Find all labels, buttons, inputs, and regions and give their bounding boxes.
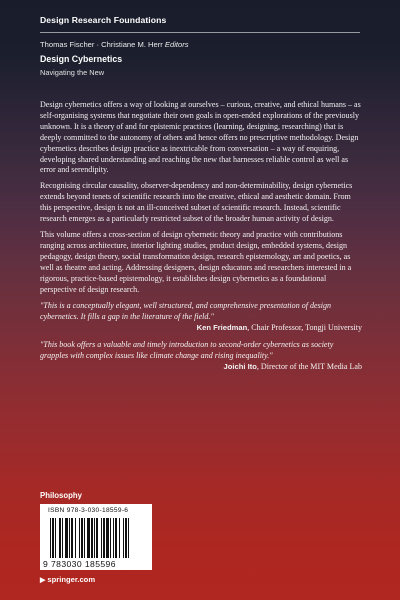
barcode-bar bbox=[115, 518, 117, 558]
barcode-bar bbox=[103, 518, 105, 558]
series-name: Design Research Foundations bbox=[40, 15, 167, 25]
series-divider bbox=[40, 32, 360, 33]
quote-attribution bbox=[40, 323, 362, 334]
book-subtitle: Navigating the New bbox=[40, 68, 105, 77]
arrow-right-icon: ▶ bbox=[40, 577, 46, 584]
barcode-bar bbox=[94, 518, 95, 558]
barcode-bar bbox=[81, 518, 83, 558]
blurb-paragraph: Recognising circular causality, observer-dependency and non-determinability, design cybernetics extends beyond tenets of scientific research into the creative, ethical and aesthetic domain. From this perspective, design is not an ill-conceived subset of scientific research. Instead, scientific research emerges as a particularly restricted subset of the broader human activity of design. bbox=[40, 181, 353, 224]
barcode-bar bbox=[119, 518, 120, 558]
barcode-bar bbox=[62, 518, 63, 558]
barcode-bar bbox=[123, 518, 124, 558]
quote-author: Joichi Ito bbox=[223, 361, 257, 371]
quote-text: "This book offers a valuable and timely introduction to second-order cybernetics as society grapples with complex issues like climate change and rising inequality." bbox=[40, 340, 334, 361]
book-title: Design Cybernetics bbox=[40, 54, 123, 64]
barcode-bar bbox=[128, 518, 129, 558]
barcode-bar bbox=[106, 518, 109, 558]
barcode-bar bbox=[113, 518, 114, 558]
barcode-bar bbox=[110, 518, 111, 558]
blurb-paragraph: This volume offers a cross-section of design cybernetic theory and practice with contributions ranging across architecture, interior lighting studies, product design, embedded systems, design pedagogy, design theory, social transformation design, research epistemology, art and poetics, as well as theatre and acting. Addressing designers, design educators and researchers interested in a rigorous, practice-based epistemology, it establishes design cybernetics as a foundational perspective of design research. bbox=[40, 229, 352, 294]
quote-text: "This is a conceptually elegant, well structured, and comprehensive presentation of design cybernetics. It fills a gap in the literature of the field." bbox=[40, 301, 332, 322]
blurb-paragraph: Design cybernetics offers a way of looking at ourselves – curious, creative, and ethical humans – as self-organising systems that negotiate their own goals in open-ended explorations of the previously unknown. It is a theory of and for epistemic practices (learning, designing, researching) that is deeply committed to the autonomy of others and hence offers no prescriptive methodology. Design cybernetics describes design practice as inextricable from conversation – a way of enquiring, developing shared understanding and reaching the new that harnesses reliable control as well as error and serendipity. bbox=[40, 100, 361, 175]
editors-line bbox=[40, 40, 189, 49]
blurb bbox=[40, 100, 362, 373]
isbn-label: ISBN 978-3-030-18559-6 bbox=[48, 507, 129, 514]
barcode-bar bbox=[75, 518, 76, 558]
subject-category: Philosophy bbox=[40, 491, 83, 500]
quote-attribution bbox=[40, 362, 362, 373]
barcode-bar bbox=[55, 518, 56, 558]
barcode-bar bbox=[79, 518, 80, 558]
barcode-bars bbox=[50, 518, 146, 558]
barcode-bar bbox=[91, 518, 93, 558]
quote-affiliation: , Chair Professor, Tongji University bbox=[247, 323, 362, 333]
endorsement-quote bbox=[40, 340, 362, 373]
barcode-bar bbox=[96, 518, 98, 558]
barcode-number: 9 783030 185596 bbox=[43, 559, 116, 569]
website-label: springer.com bbox=[47, 575, 96, 584]
quote-affiliation: , Director of the MIT Media Lab bbox=[256, 361, 362, 371]
editor-names: Thomas Fischer · Christiane M. Herr bbox=[40, 40, 163, 49]
barcode-bar bbox=[84, 518, 85, 558]
barcode-bar bbox=[125, 518, 127, 558]
endorsement-quote bbox=[40, 301, 362, 334]
barcode-bar bbox=[50, 518, 51, 558]
barcode-bar bbox=[52, 518, 54, 558]
barcode-bar bbox=[71, 518, 73, 558]
barcode-bar bbox=[101, 518, 102, 558]
barcode-bar bbox=[87, 518, 90, 558]
editors-role: Editors bbox=[164, 40, 189, 49]
quote-author: Ken Friedman bbox=[196, 323, 248, 333]
barcode-bar bbox=[69, 518, 70, 558]
isbn-barcode bbox=[40, 504, 152, 570]
publisher-website[interactable] bbox=[40, 575, 95, 584]
barcode-bar bbox=[65, 518, 68, 558]
barcode-bar bbox=[59, 518, 61, 558]
